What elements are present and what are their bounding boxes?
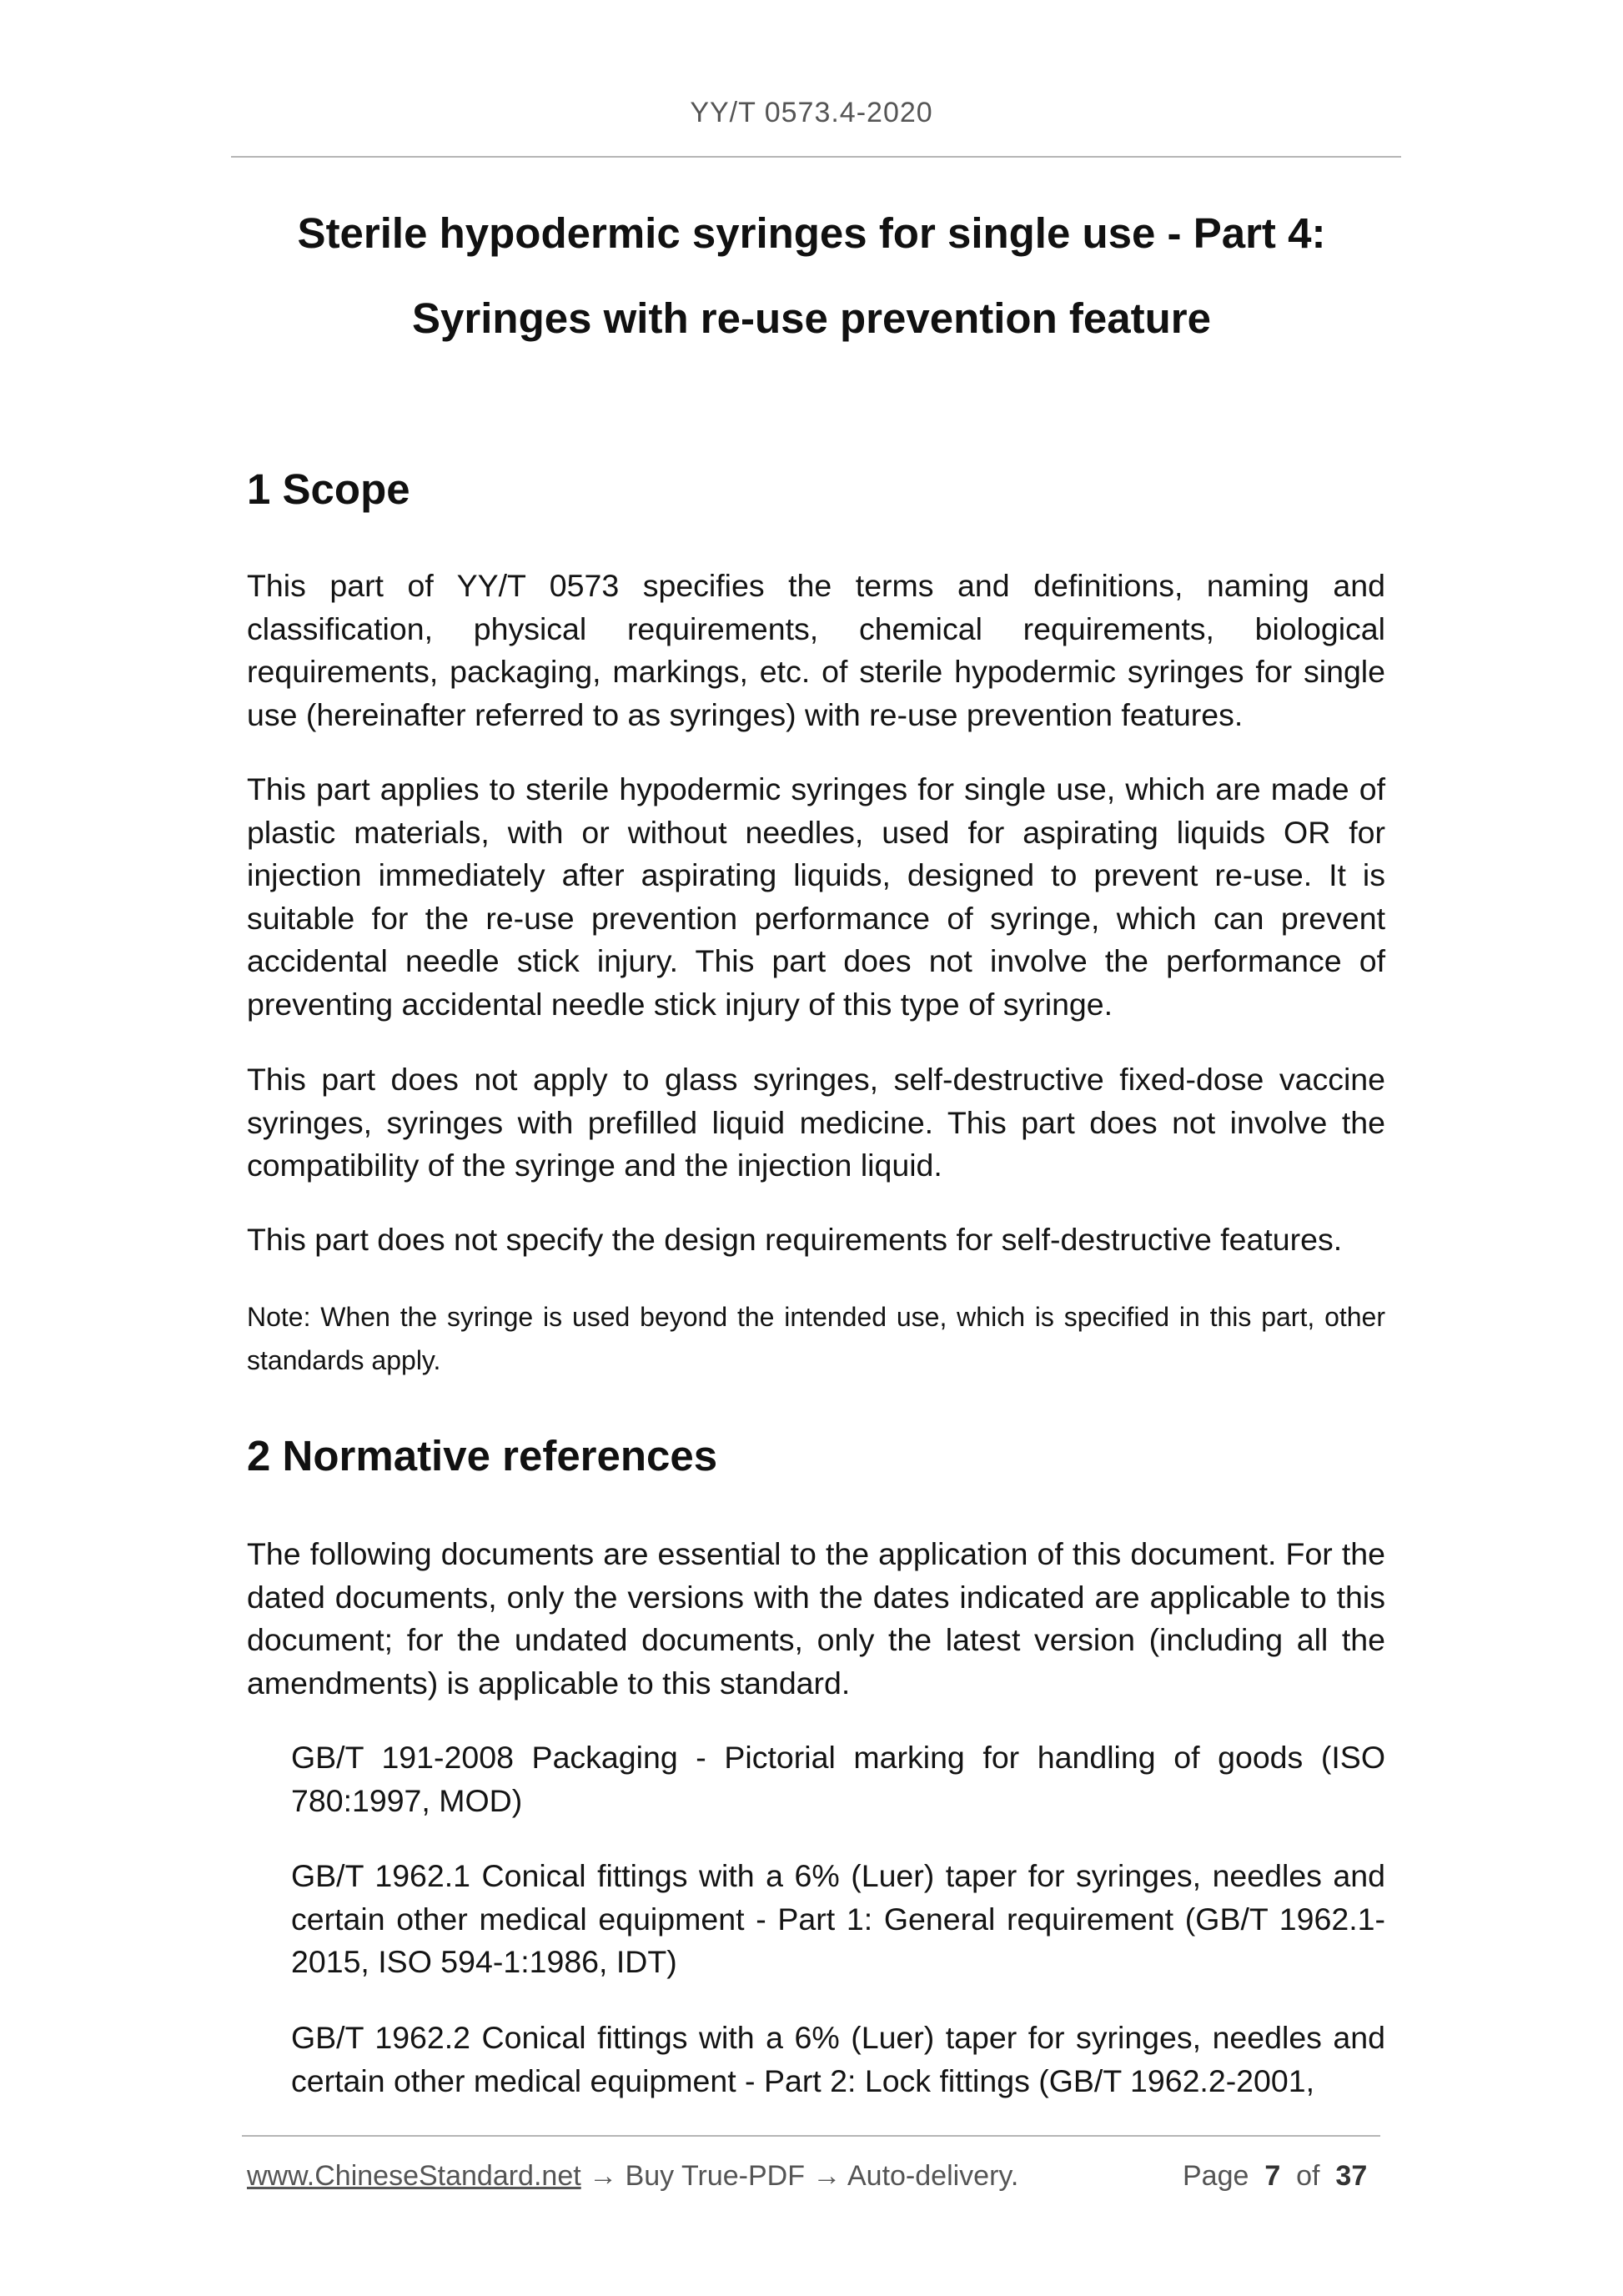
of-label: of [1296,2160,1320,2192]
page-label: Page [1183,2160,1249,2192]
footer-tagline: → Buy True-PDF → Auto-delivery. [580,2160,1019,2192]
scope-paragraph-1: This part of YY/T 0573 specifies the terms and definitions, naming and classification, physical requirements, chemical requirements, biological requirements, packaging, markings, etc. of sterile hypodermic syringes for single use (hereinafter referred to as syringes) with re-use prevention features. [247,568,1385,732]
chinesestandard-link[interactable]: www.ChineseStandard.net [247,2160,581,2192]
reference-item: GB/T 1962.1 Conical fittings with a 6% (Luer) taper for syringes, needles and certain other medical equipment - Part 1: General requirement (GB/T 1962.1-2015, ISO 594-1:1986, IDT) [291,1858,1385,1979]
header-standard-number: YY/T 0573.4-2020 [690,97,933,128]
page-indicator [1183,2160,1367,2193]
section-heading-scope: 1 Scope [247,465,410,513]
footer-divider [242,2135,1380,2137]
document-title-line-1: Sterile hypodermic syringes for single use - Part 4: [297,209,1326,257]
scope-paragraph-4: This part does not specify the design requirements for self-destructive features. [247,1222,1343,1257]
total-pages: 37 [1335,2160,1368,2192]
normative-references-intro: The following documents are essential to the application of this document. For the dated documents, only the versions with the dates indicated are applicable to this document; for the undated documents, only the latest version (including all the amendments) is applicable to this standard. [247,1536,1385,1701]
scope-paragraph-2: This part applies to sterile hypodermic syringes for single use, which are made of plastic materials, with or without needles, used for aspirating liquids OR for injection immediately after aspirating liquids, designed to prevent re-use. It is suitable for the re-use prevention performance of syringe, which can prevent accidental needle stick injury. This part does not involve the performance of preventing accidental needle stick injury of this type of syringe. [247,771,1385,1022]
page-number: 7 [1264,2160,1281,2192]
scope-paragraph-3: This part does not apply to glass syringes, self-destructive fixed-dose vaccine syringes, syringes with prefilled liquid medicine. This part does not involve the compatibility of the syringe and the injection liquid. [247,1062,1385,1183]
reference-item: GB/T 191-2008 Packaging - Pictorial marking for handling of goods (ISO 780:1997, MOD) [291,1740,1385,1818]
footer-promo [247,2160,1018,2193]
section-heading-normative-references: 2 Normative references [247,1432,718,1480]
document-title-line-2: Syringes with re-use prevention feature [412,294,1211,342]
header-divider [231,156,1401,158]
reference-item: GB/T 1962.2 Conical fittings with a 6% (Luer) taper for syringes, needles and certain other medical equipment - Part 2: Lock fittings (GB/T 1962.2-2001, [291,2020,1385,2098]
scope-note: Note: When the syringe is used beyond the intended use, which is specified in this part, other standards apply. [247,1302,1385,1375]
